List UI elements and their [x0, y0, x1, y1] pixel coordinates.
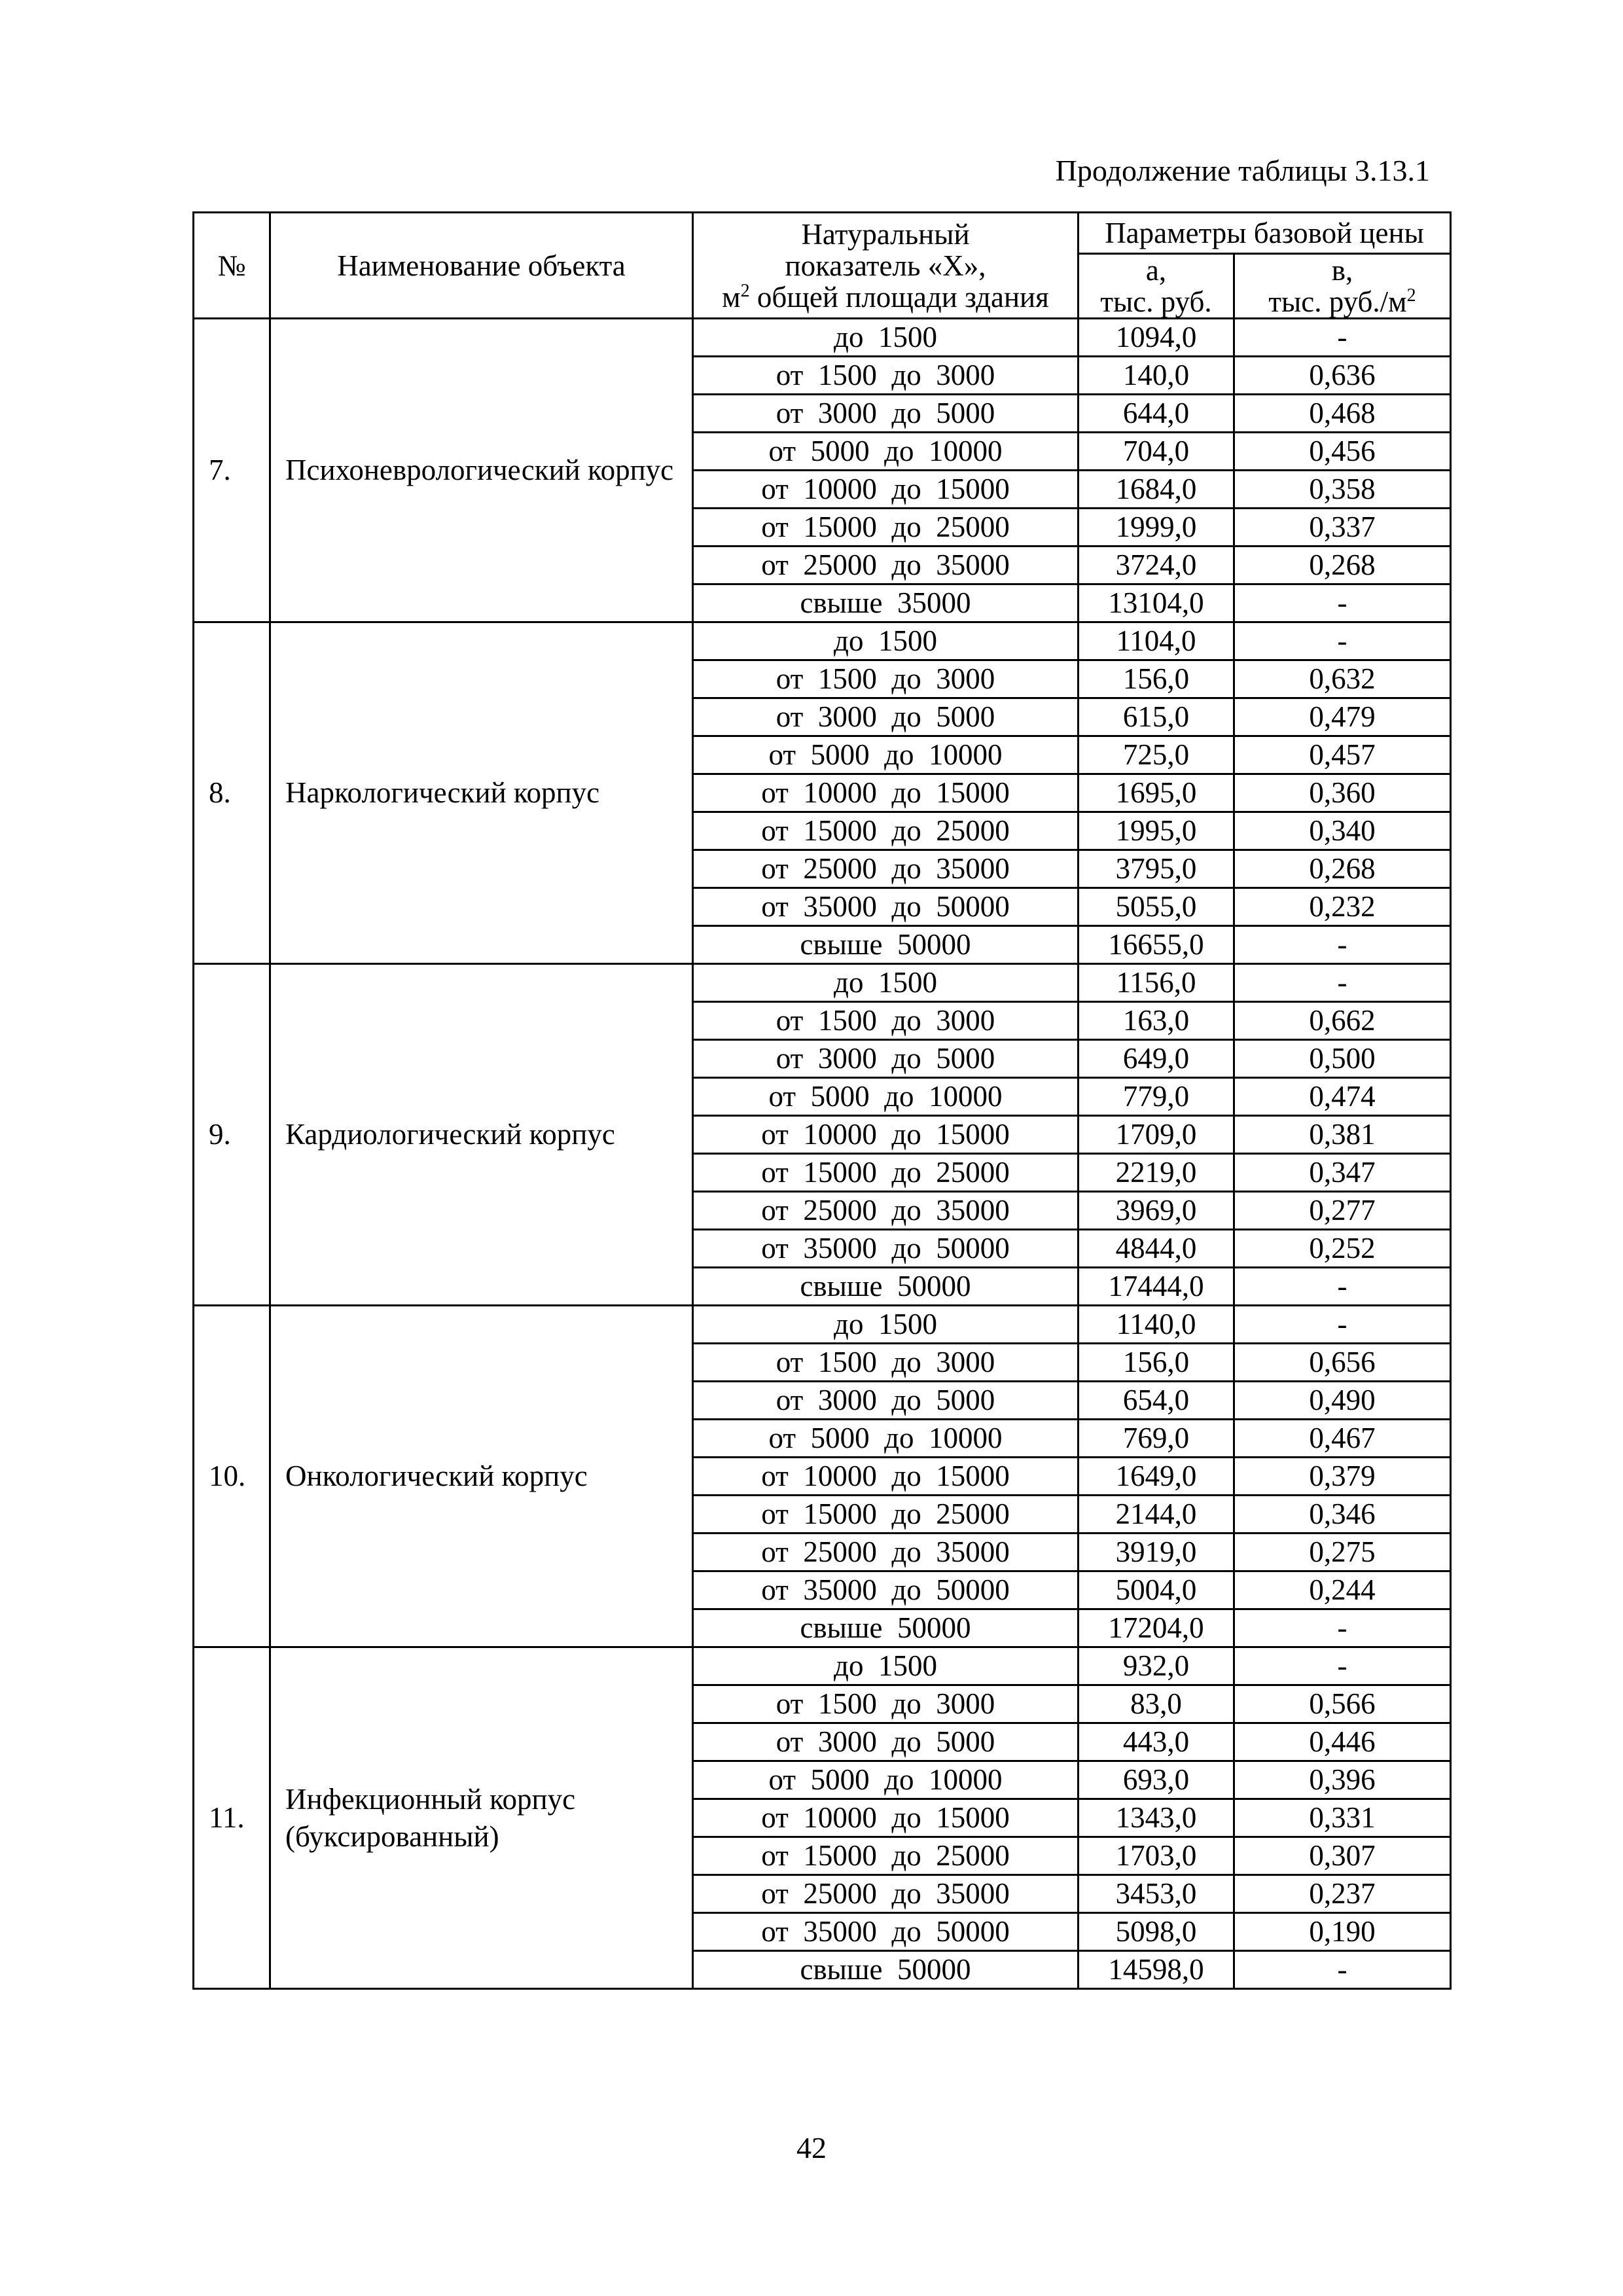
- param-b: 0,656: [1234, 1344, 1451, 1382]
- area-range: свыше 50000: [693, 926, 1079, 964]
- param-a: 156,0: [1079, 660, 1234, 698]
- object-number: 11.: [194, 1647, 270, 1989]
- area-range: свыше 50000: [693, 1951, 1079, 1989]
- object-number: 10.: [194, 1306, 270, 1647]
- table-row: [194, 1647, 1451, 1685]
- param-a: 1703,0: [1079, 1837, 1234, 1875]
- area-range: от 15000 до 25000: [693, 1496, 1079, 1534]
- param-b: 0,381: [1234, 1116, 1451, 1154]
- param-b: 0,446: [1234, 1723, 1451, 1761]
- header-b-sup: 2: [1406, 285, 1416, 306]
- param-b: -: [1234, 319, 1451, 357]
- area-range: от 5000 до 10000: [693, 433, 1079, 471]
- object-name: Кардиологический корпус: [270, 964, 693, 1306]
- param-b: 0,252: [1234, 1230, 1451, 1268]
- param-a: 704,0: [1079, 433, 1234, 471]
- area-range: от 5000 до 10000: [693, 736, 1079, 774]
- object-name: Онкологический корпус: [270, 1306, 693, 1647]
- param-b: 0,379: [1234, 1458, 1451, 1496]
- param-b: 0,500: [1234, 1040, 1451, 1078]
- param-a: 725,0: [1079, 736, 1234, 774]
- object-number: 8.: [194, 622, 270, 964]
- param-a: 1343,0: [1079, 1799, 1234, 1837]
- area-range: от 10000 до 15000: [693, 471, 1079, 509]
- param-a: 615,0: [1079, 698, 1234, 736]
- param-b: 0,358: [1234, 471, 1451, 509]
- param-a: 16655,0: [1079, 926, 1234, 964]
- param-b: 0,662: [1234, 1002, 1451, 1040]
- param-a: 156,0: [1079, 1344, 1234, 1382]
- param-a: 14598,0: [1079, 1951, 1234, 1989]
- param-b: 0,340: [1234, 812, 1451, 850]
- param-b: 0,360: [1234, 774, 1451, 812]
- header-indicator-rest: общей площади здания: [749, 280, 1049, 314]
- area-range: от 25000 до 35000: [693, 1534, 1079, 1571]
- param-b: -: [1234, 926, 1451, 964]
- param-b: 0,490: [1234, 1382, 1451, 1420]
- param-a: 654,0: [1079, 1382, 1234, 1420]
- header-a: [1079, 254, 1234, 319]
- area-range: до 1500: [693, 964, 1079, 1002]
- header-indicator-unit: м: [722, 280, 741, 314]
- param-a: 140,0: [1079, 357, 1234, 395]
- area-range: до 1500: [693, 1306, 1079, 1344]
- param-a: 5055,0: [1079, 888, 1234, 926]
- area-range: от 1500 до 3000: [693, 1685, 1079, 1723]
- header-a-line1: а,: [1145, 254, 1167, 287]
- object-number: 9.: [194, 964, 270, 1306]
- header-b: [1234, 254, 1451, 319]
- object-number: 7.: [194, 319, 270, 622]
- area-range: от 1500 до 3000: [693, 660, 1079, 698]
- param-b: 0,275: [1234, 1534, 1451, 1571]
- param-a: 163,0: [1079, 1002, 1234, 1040]
- param-a: 3724,0: [1079, 547, 1234, 584]
- param-b: 0,307: [1234, 1837, 1451, 1875]
- param-a: 1649,0: [1079, 1458, 1234, 1496]
- param-a: 1156,0: [1079, 964, 1234, 1002]
- header-indicator-line3: [694, 281, 1077, 313]
- area-range: от 10000 до 15000: [693, 1799, 1079, 1837]
- area-range: от 5000 до 10000: [693, 1078, 1079, 1116]
- param-a: 1684,0: [1079, 471, 1234, 509]
- param-b: -: [1234, 584, 1451, 622]
- header-b-line2: [1235, 286, 1450, 317]
- area-range: от 35000 до 50000: [693, 1230, 1079, 1268]
- area-range: от 3000 до 5000: [693, 698, 1079, 736]
- param-b: 0,268: [1234, 850, 1451, 888]
- param-a: 3795,0: [1079, 850, 1234, 888]
- param-a: 5004,0: [1079, 1571, 1234, 1609]
- param-b: 0,479: [1234, 698, 1451, 736]
- table-row: [194, 622, 1451, 660]
- area-range: от 3000 до 5000: [693, 1040, 1079, 1078]
- param-b: -: [1234, 1951, 1451, 1989]
- param-a: 769,0: [1079, 1420, 1234, 1458]
- param-b: 0,456: [1234, 433, 1451, 471]
- page-number: 42: [796, 2131, 827, 2164]
- param-a: 1999,0: [1079, 509, 1234, 547]
- param-a: 932,0: [1079, 1647, 1234, 1685]
- param-a: 644,0: [1079, 395, 1234, 433]
- area-range: от 15000 до 25000: [693, 1154, 1079, 1192]
- area-range: от 35000 до 50000: [693, 888, 1079, 926]
- area-range: от 5000 до 10000: [693, 1420, 1079, 1458]
- area-range: от 1500 до 3000: [693, 357, 1079, 395]
- param-b: 0,337: [1234, 509, 1451, 547]
- area-range: от 15000 до 25000: [693, 812, 1079, 850]
- area-range: от 1500 до 3000: [693, 1344, 1079, 1382]
- param-a: 83,0: [1079, 1685, 1234, 1723]
- object-name: Психоневрологический корпус: [270, 319, 693, 622]
- header-indicator: [693, 213, 1079, 319]
- area-range: от 5000 до 10000: [693, 1761, 1079, 1799]
- param-a: 13104,0: [1079, 584, 1234, 622]
- area-range: от 3000 до 5000: [693, 1723, 1079, 1761]
- area-range: от 35000 до 50000: [693, 1913, 1079, 1951]
- area-range: от 25000 до 35000: [693, 547, 1079, 584]
- header-params: Параметры базовой цены: [1079, 213, 1451, 254]
- param-a: 1695,0: [1079, 774, 1234, 812]
- table-row: [194, 319, 1451, 357]
- area-range: от 25000 до 35000: [693, 1192, 1079, 1230]
- area-range: от 25000 до 35000: [693, 1875, 1079, 1913]
- table-caption: Продолжение таблицы 3.13.1: [1055, 154, 1430, 187]
- param-a: 2219,0: [1079, 1154, 1234, 1192]
- area-range: от 35000 до 50000: [693, 1571, 1079, 1609]
- param-a: 4844,0: [1079, 1230, 1234, 1268]
- header-b-line1: в,: [1331, 254, 1353, 287]
- param-b: 0,244: [1234, 1571, 1451, 1609]
- param-a: 779,0: [1079, 1078, 1234, 1116]
- area-range: от 25000 до 35000: [693, 850, 1079, 888]
- object-name: Инфекционный корпус (буксированный): [270, 1647, 693, 1989]
- header-b-unit: тыс. руб./м: [1268, 285, 1407, 318]
- param-b: -: [1234, 1306, 1451, 1344]
- param-b: 0,474: [1234, 1078, 1451, 1116]
- param-a: 5098,0: [1079, 1913, 1234, 1951]
- param-b: 0,467: [1234, 1420, 1451, 1458]
- price-table: [192, 211, 1452, 1990]
- header-indicator-line1: Натуральный: [801, 217, 970, 251]
- param-b: 0,190: [1234, 1913, 1451, 1951]
- area-range: от 3000 до 5000: [693, 395, 1079, 433]
- param-a: 1995,0: [1079, 812, 1234, 850]
- area-range: от 10000 до 15000: [693, 1116, 1079, 1154]
- param-a: 3453,0: [1079, 1875, 1234, 1913]
- param-a: 3969,0: [1079, 1192, 1234, 1230]
- param-b: 0,396: [1234, 1761, 1451, 1799]
- header-a-line2: тыс. руб.: [1100, 285, 1212, 318]
- param-a: 693,0: [1079, 1761, 1234, 1799]
- param-a: 649,0: [1079, 1040, 1234, 1078]
- table-header: [194, 213, 1451, 319]
- param-b: -: [1234, 964, 1451, 1002]
- area-range: от 10000 до 15000: [693, 774, 1079, 812]
- param-a: 17204,0: [1079, 1609, 1234, 1647]
- param-b: 0,268: [1234, 547, 1451, 584]
- area-range: от 10000 до 15000: [693, 1458, 1079, 1496]
- param-b: 0,237: [1234, 1875, 1451, 1913]
- param-b: 0,277: [1234, 1192, 1451, 1230]
- area-range: свыше 35000: [693, 584, 1079, 622]
- param-b: 0,566: [1234, 1685, 1451, 1723]
- param-b: 0,346: [1234, 1496, 1451, 1534]
- param-b: -: [1234, 1609, 1451, 1647]
- header-indicator-line2: показатель «Х»,: [785, 249, 986, 282]
- param-a: 1140,0: [1079, 1306, 1234, 1344]
- table-row: [194, 1306, 1451, 1344]
- area-range: свыше 50000: [693, 1609, 1079, 1647]
- param-b: 0,232: [1234, 888, 1451, 926]
- param-b: 0,457: [1234, 736, 1451, 774]
- area-range: от 15000 до 25000: [693, 509, 1079, 547]
- header-indicator-sup: 2: [740, 280, 750, 301]
- area-range: от 15000 до 25000: [693, 1837, 1079, 1875]
- param-b: -: [1234, 1647, 1451, 1685]
- area-range: до 1500: [693, 319, 1079, 357]
- param-a: 3919,0: [1079, 1534, 1234, 1571]
- param-b: 0,632: [1234, 660, 1451, 698]
- area-range: от 1500 до 3000: [693, 1002, 1079, 1040]
- header-name: Наименование объекта: [270, 213, 693, 319]
- param-b: 0,331: [1234, 1799, 1451, 1837]
- header-num: №: [194, 213, 270, 319]
- param-a: 17444,0: [1079, 1268, 1234, 1306]
- area-range: свыше 50000: [693, 1268, 1079, 1306]
- param-a: 1094,0: [1079, 319, 1234, 357]
- param-a: 1104,0: [1079, 622, 1234, 660]
- param-a: 1709,0: [1079, 1116, 1234, 1154]
- object-name: Наркологический корпус: [270, 622, 693, 964]
- param-a: 443,0: [1079, 1723, 1234, 1761]
- table-body: [194, 319, 1451, 1989]
- param-b: -: [1234, 622, 1451, 660]
- param-b: 0,347: [1234, 1154, 1451, 1192]
- param-b: -: [1234, 1268, 1451, 1306]
- area-range: до 1500: [693, 1647, 1079, 1685]
- param-b: 0,468: [1234, 395, 1451, 433]
- area-range: от 3000 до 5000: [693, 1382, 1079, 1420]
- param-b: 0,636: [1234, 357, 1451, 395]
- area-range: до 1500: [693, 622, 1079, 660]
- param-a: 2144,0: [1079, 1496, 1234, 1534]
- table-row: [194, 964, 1451, 1002]
